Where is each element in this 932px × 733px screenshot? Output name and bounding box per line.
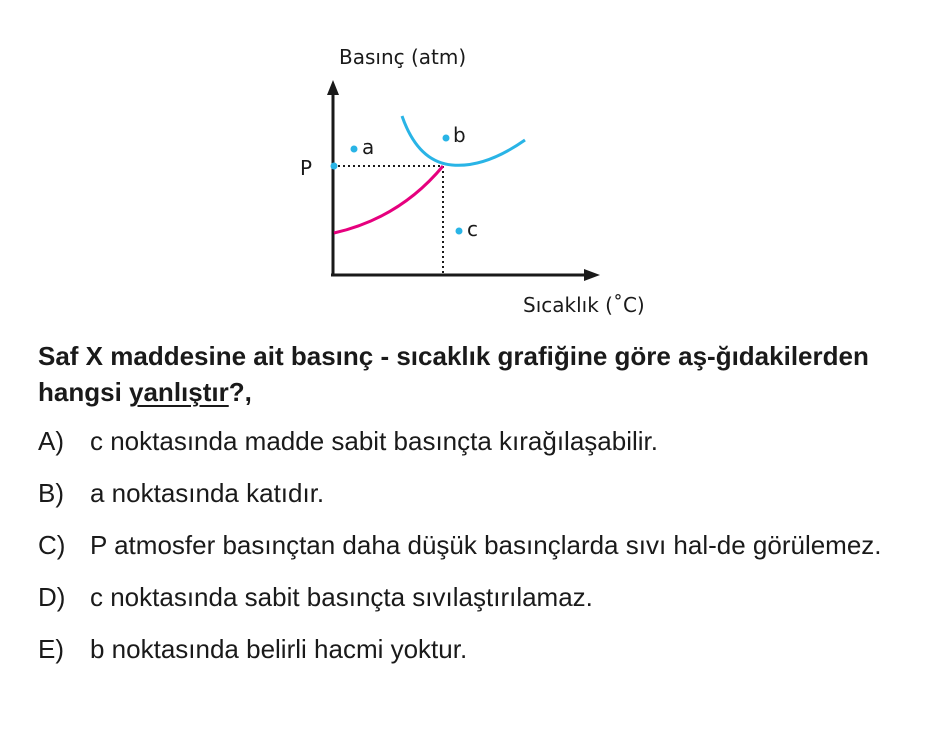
y-axis-arrowhead — [327, 80, 339, 95]
point-c-marker — [456, 228, 463, 235]
x-axis-label: Sıcaklık (˚C) — [523, 293, 645, 317]
question-text — [38, 338, 908, 410]
option-e-letter: E) — [38, 634, 64, 664]
p-marker — [331, 163, 338, 170]
option-c-letter: C) — [38, 530, 66, 560]
point-a-marker — [351, 146, 358, 153]
option-d-text: c noktasında sabit basınçta sıvılaştırılamaz. — [90, 582, 593, 612]
phase-diagram — [0, 0, 932, 330]
x-axis-arrowhead — [584, 269, 600, 281]
option-b[interactable] — [38, 476, 908, 510]
question-prefix: Saf X maddesine ait basınç - sıcaklık grafiğine göre aş-ğıdakilerden hangsi — [38, 341, 869, 407]
option-a[interactable] — [38, 424, 908, 458]
option-d[interactable] — [38, 580, 908, 614]
option-b-letter: B) — [38, 478, 64, 508]
option-c[interactable] — [38, 528, 908, 562]
sublimation-curve — [334, 166, 443, 233]
point-c-label: c — [467, 217, 478, 241]
point-a-label: a — [362, 135, 375, 159]
option-b-text: a noktasında katıdır. — [90, 478, 325, 508]
question-suffix: ?, — [228, 377, 252, 407]
point-b-label: b — [453, 123, 466, 147]
point-b-marker — [443, 135, 450, 142]
option-a-text: c noktasında madde sabit basınçta kırağılaşabilir. — [90, 426, 658, 456]
p-label: P — [300, 156, 313, 180]
question-underlined-word: yanlıştır — [129, 377, 229, 407]
option-e-text: b noktasında belirli hacmi yoktur. — [90, 634, 468, 664]
y-axis-label: Basınç (atm) — [339, 45, 467, 69]
answer-options — [38, 424, 908, 684]
option-e[interactable] — [38, 632, 908, 666]
option-d-letter: D) — [38, 582, 66, 612]
option-c-text: P atmosfer basınçtan daha düşük basınçlarda sıvı hal-de görülemez. — [90, 530, 882, 560]
option-a-letter: A) — [38, 426, 64, 456]
